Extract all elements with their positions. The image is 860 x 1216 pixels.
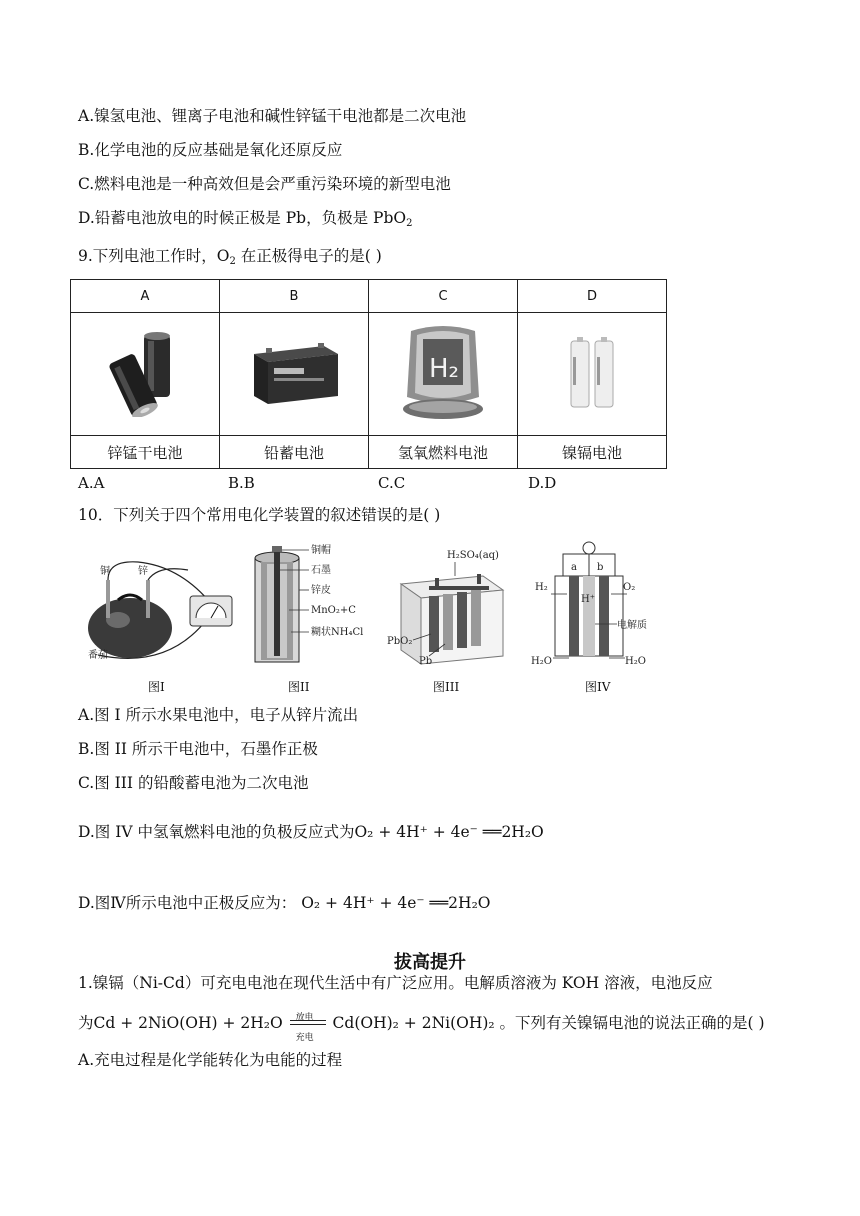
fig4-caption: 图IV [585,680,611,694]
q10-option-c: C.图 III 的铅酸蓄电池为二次电池 [78,774,309,792]
fig1-caption: 图I [148,680,165,694]
q9-header-b: B [220,280,369,313]
fig2-label-mno2: MnO₂+C [311,605,356,616]
q9-image-lead-acid [220,313,369,436]
q10-stem: 10．下列关于四个常用电化学装置的叙述错误的是( ) [78,506,441,524]
figure-4-fuel-cell [525,540,655,672]
q9-stem: 9.下列电池工作时，$O_2$ 在正极得电子的是( ) [78,247,382,267]
fig2-label-cap: 铜帽 [311,545,331,556]
dry-cell-battery-icon [100,327,190,417]
fig3-top-label: H₂SO₄(aq) [447,550,499,561]
q9-answer-a: A.A [78,474,105,492]
fig3-caption: 图III [433,680,460,694]
q9-image-hydrogen-fuel-cell [369,313,518,436]
h2-mark: H₂ [429,354,459,384]
q9-answer-b: B.B [228,474,255,492]
fig4-hplus-label: H⁺ [581,594,595,605]
t1-stem-line2: 为Cd + 2NiO(OH) + 2H₂O 放电 充电 Cd(OH)₂ + 2Ni(OH)₂ 。下列有关镍镉电池的说法正确的是( ) [78,1013,765,1043]
q10-option-b: B.图 II 所示干电池中，石墨作正极 [78,740,318,758]
q9-header-c: C [369,280,518,313]
q9-table [70,279,667,469]
q9-label-a: 锌锰干电池 [71,436,220,469]
reversible-arrow: 放电 充电 [288,1014,328,1034]
fig4-electrolyte-label: 电解质 [617,620,647,631]
q8-option-b: B.化学电池的反应基础是氧化还原反应 [78,141,343,159]
fig2-label-nh4cl: 糊状NH₄Cl [311,627,364,638]
q9-label-c: 氢氧燃料电池 [369,436,518,469]
aa-battery-icon [557,327,627,417]
q8-option-c: C.燃料电池是一种高效但是会严重污染环境的新型电池 [78,175,451,193]
figure-2-dry-cell [245,540,375,670]
section-title: 拔高提升 [394,952,466,973]
fig1-tomato-label: 番茄 [88,650,108,661]
fig4-h2o-right-label: H₂O [625,656,646,667]
q9-header-a: A [71,280,220,313]
q9-image-zinc-manganese [71,313,220,436]
fig2-caption: 图II [288,680,310,694]
q10-option-d-alt: D.图Ⅳ所示电池中正极反应为： O₂ + 4H⁺ + 4e⁻ ══2H₂O [78,894,491,912]
t1-stem-line1: 1.镍镉（Ni-Cd）可充电电池在现代生活中有广泛应用。电解质溶液为 KOH 溶液，电池反应 [78,974,713,992]
fig3-pb-label: Pb [419,656,433,667]
fig4-h2-label: H₂ [535,582,548,593]
fig1-copper-label: 铜 [100,566,110,577]
q10-option-d: D.图 IV 中氢氧燃料电池的负极反应式为O₂ + 4H⁺ + 4e⁻ ══2H₂O [78,823,544,841]
fig4-b-label: b [597,562,604,573]
figure-3-lead-acid [385,540,515,670]
q9-answer-d: D.D [528,474,557,492]
lead-acid-battery-icon [244,332,344,412]
fig2-label-zinc: 锌皮 [311,585,331,596]
q9-label-d: 镍镉电池 [518,436,667,469]
fig2-label-graphite: 石墨 [311,565,331,576]
fig3-pbo2-label: PbO₂ [387,636,413,647]
q8-option-a: A.镍氢电池、锂离子电池和碱性锌锰干电池都是二次电池 [78,107,467,125]
q9-answer-c: C.C [378,474,406,492]
q8-option-d: D.铅蓄电池放电的时候正极是 Pb，负极是 PbO$_2$ [78,209,413,229]
q10-option-a: A.图 I 所示水果电池中，电子从锌片流出 [78,706,359,724]
fuel-cell-device-icon [393,317,493,427]
figure-1-fruit-battery [78,540,243,670]
bulb-icon [583,542,595,554]
fig4-o2-label: O₂ [623,582,636,593]
q9-image-nickel-cadmium [518,313,667,436]
fig4-a-label: a [571,562,577,573]
fig4-h2o-left-label: H₂O [531,656,552,667]
t1-option-a: A.充电过程是化学能转化为电能的过程 [78,1051,343,1069]
q9-header-d: D [518,280,667,313]
q9-label-b: 铅蓄电池 [220,436,369,469]
fig1-zinc-label: 锌 [138,566,148,577]
